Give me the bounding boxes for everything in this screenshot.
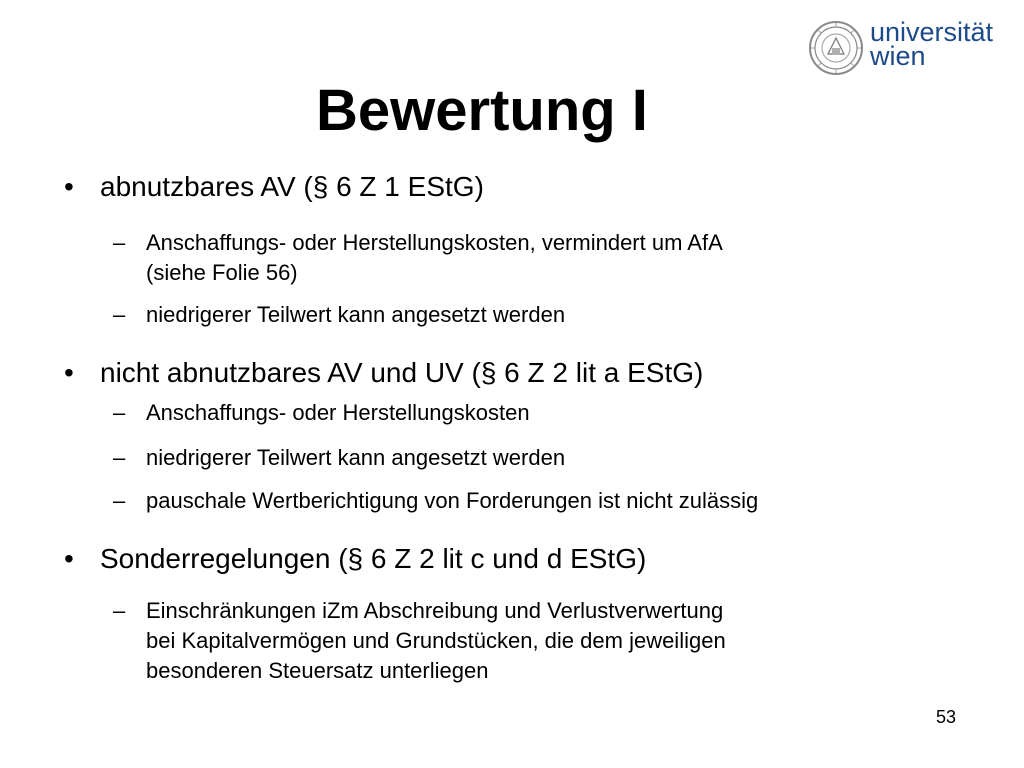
dash-marker: – bbox=[113, 302, 126, 327]
dash-marker: – bbox=[113, 598, 126, 623]
sub-bullet-line: bei Kapitalvermögen und Grundstücken, die dem jeweiligen bbox=[146, 628, 726, 653]
slide-title: Bewertung I bbox=[316, 78, 648, 143]
wordmark-line-2: wien bbox=[870, 41, 926, 71]
university-logo bbox=[808, 18, 1008, 80]
sub-bullet-line: besonderen Steuersatz unterliegen bbox=[146, 658, 489, 683]
wordmark-line-1: universität bbox=[870, 17, 994, 47]
sub-bullet-text: niedrigerer Teilwert kann angesetzt werden bbox=[146, 445, 566, 470]
sub-bullet-line: Einschränkungen iZm Abschreibung und Verlustverwertung bbox=[146, 598, 724, 623]
university-seal-icon bbox=[808, 20, 864, 76]
sub-bullet-line: (siehe Folie 56) bbox=[146, 260, 298, 285]
sub-bullet-text: niedrigerer Teilwert kann angesetzt werden bbox=[146, 302, 566, 327]
bullet-marker: • bbox=[64, 543, 74, 574]
sub-bullet-text bbox=[146, 596, 726, 686]
bullet-text: Sonderregelungen (§ 6 Z 2 lit c und d EStG) bbox=[100, 543, 647, 574]
university-wordmark bbox=[870, 17, 994, 71]
page-number: 53 bbox=[936, 707, 957, 727]
dash-marker: – bbox=[113, 445, 126, 470]
dash-marker: – bbox=[113, 488, 126, 513]
sub-bullet-text: pauschale Wertberichtigung von Forderungen ist nicht zulässig bbox=[146, 488, 759, 513]
bullet-text: abnutzbares AV (§ 6 Z 1 EStG) bbox=[100, 171, 484, 202]
sub-bullet-line: Anschaffungs- oder Herstellungskosten, vermindert um AfA bbox=[146, 230, 723, 255]
dash-marker: – bbox=[113, 400, 126, 425]
dash-marker: – bbox=[113, 230, 126, 255]
sub-bullet-text: Anschaffungs- oder Herstellungskosten bbox=[146, 400, 530, 425]
sub-bullet-text bbox=[146, 228, 723, 288]
bullet-marker: • bbox=[64, 357, 74, 388]
bullet-marker: • bbox=[64, 171, 74, 202]
bullet-text: nicht abnutzbares AV und UV (§ 6 Z 2 lit a EStG) bbox=[100, 357, 704, 388]
